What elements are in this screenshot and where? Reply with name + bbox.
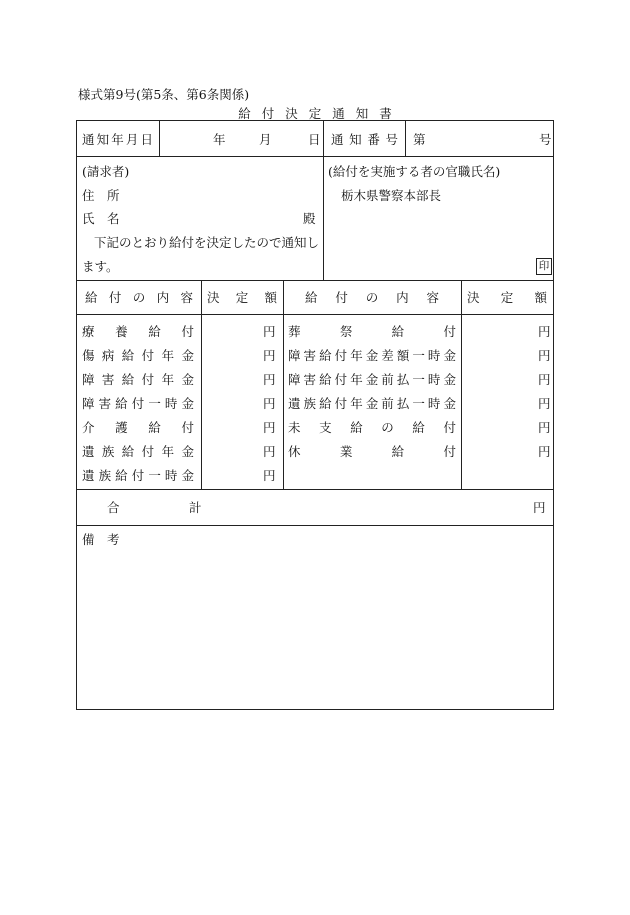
honorific: 殿: [303, 211, 316, 226]
total-yen: 円: [533, 500, 546, 515]
rule-col-3: [461, 280, 462, 489]
col-content-left: 給 付 の 内 容: [85, 290, 193, 305]
left-yen: 円: [263, 468, 276, 483]
rule-info: [77, 280, 553, 281]
total-label-1: 合: [107, 500, 120, 515]
right-yen: 円: [538, 348, 551, 363]
rule-col-2: [283, 280, 284, 489]
year-label: 年: [213, 132, 226, 147]
rule-number-label: [405, 121, 406, 156]
notice-line-2: ます。: [82, 259, 119, 274]
rule-total: [77, 525, 553, 526]
right-item: 障 害 給 付 年 金 差 額 一 時 金: [288, 348, 456, 363]
rule-col-1: [201, 280, 202, 489]
right-item: 休 業 給 付: [288, 444, 456, 459]
address-label: 住 所: [82, 188, 120, 203]
left-yen: 円: [263, 324, 276, 339]
notice-line-1: 下記のとおり給付を決定したので通知し: [94, 235, 320, 250]
left-item: 遺 族 給 付 一 時 金: [82, 468, 194, 483]
left-item: 障 害 給 付 年 金: [82, 372, 194, 387]
rule-table-header: [77, 314, 553, 315]
right-item: 葬 祭 給 付: [288, 324, 456, 339]
left-yen: 円: [263, 372, 276, 387]
claimant-label: (請求者): [82, 164, 130, 179]
col-amount-left: 決 定 額: [207, 290, 277, 305]
official-heading: (給付を実施する者の官職氏名): [328, 164, 501, 179]
rule-middle-upper: [323, 121, 324, 280]
number-prefix: 第: [413, 132, 426, 147]
right-item: 障 害 給 付 年 金 前 払 一 時 金: [288, 372, 456, 387]
form-title: 給付決定通知書: [238, 106, 403, 121]
total-label-2: 計: [189, 500, 202, 515]
right-yen: 円: [538, 372, 551, 387]
right-yen: 円: [538, 324, 551, 339]
right-yen: 円: [538, 396, 551, 411]
rule-top-row: [77, 156, 553, 157]
number-label: 通 知 番 号: [331, 132, 398, 147]
right-yen: 円: [538, 444, 551, 459]
left-item: 療 養 給 付: [82, 324, 194, 339]
rule-table-bottom: [77, 489, 553, 490]
form-box: [76, 120, 554, 710]
left-item: 介 護 給 付: [82, 420, 194, 435]
name-label: 氏 名: [82, 211, 120, 226]
left-item: 傷 病 給 付 年 金: [82, 348, 194, 363]
form-number: 様式第9号(第5条、第6条関係): [78, 87, 250, 102]
right-item: 未 支 給 の 給 付: [288, 420, 456, 435]
rule-date-label: [159, 121, 160, 156]
left-item: 障 害 給 付 一 時 金: [82, 396, 194, 411]
number-suffix: 号: [539, 132, 552, 147]
left-yen: 円: [263, 348, 276, 363]
col-amount-right: 決 定 額: [467, 290, 547, 305]
right-yen: 円: [538, 420, 551, 435]
col-content-right: 給 付 の 内 容: [305, 290, 439, 305]
official-name: 栃木県警察本部長: [341, 188, 442, 203]
month-label: 月: [259, 132, 272, 147]
left-yen: 円: [263, 444, 276, 459]
left-yen: 円: [263, 396, 276, 411]
remarks-label: 備 考: [82, 532, 120, 547]
left-yen: 円: [263, 420, 276, 435]
seal-mark: 印: [536, 258, 552, 275]
date-label: 通 知 年 月 日: [82, 132, 153, 147]
day-label: 日: [308, 132, 321, 147]
right-item: 遺 族 給 付 年 金 前 払 一 時 金: [288, 396, 456, 411]
left-item: 遺 族 給 付 年 金: [82, 444, 194, 459]
